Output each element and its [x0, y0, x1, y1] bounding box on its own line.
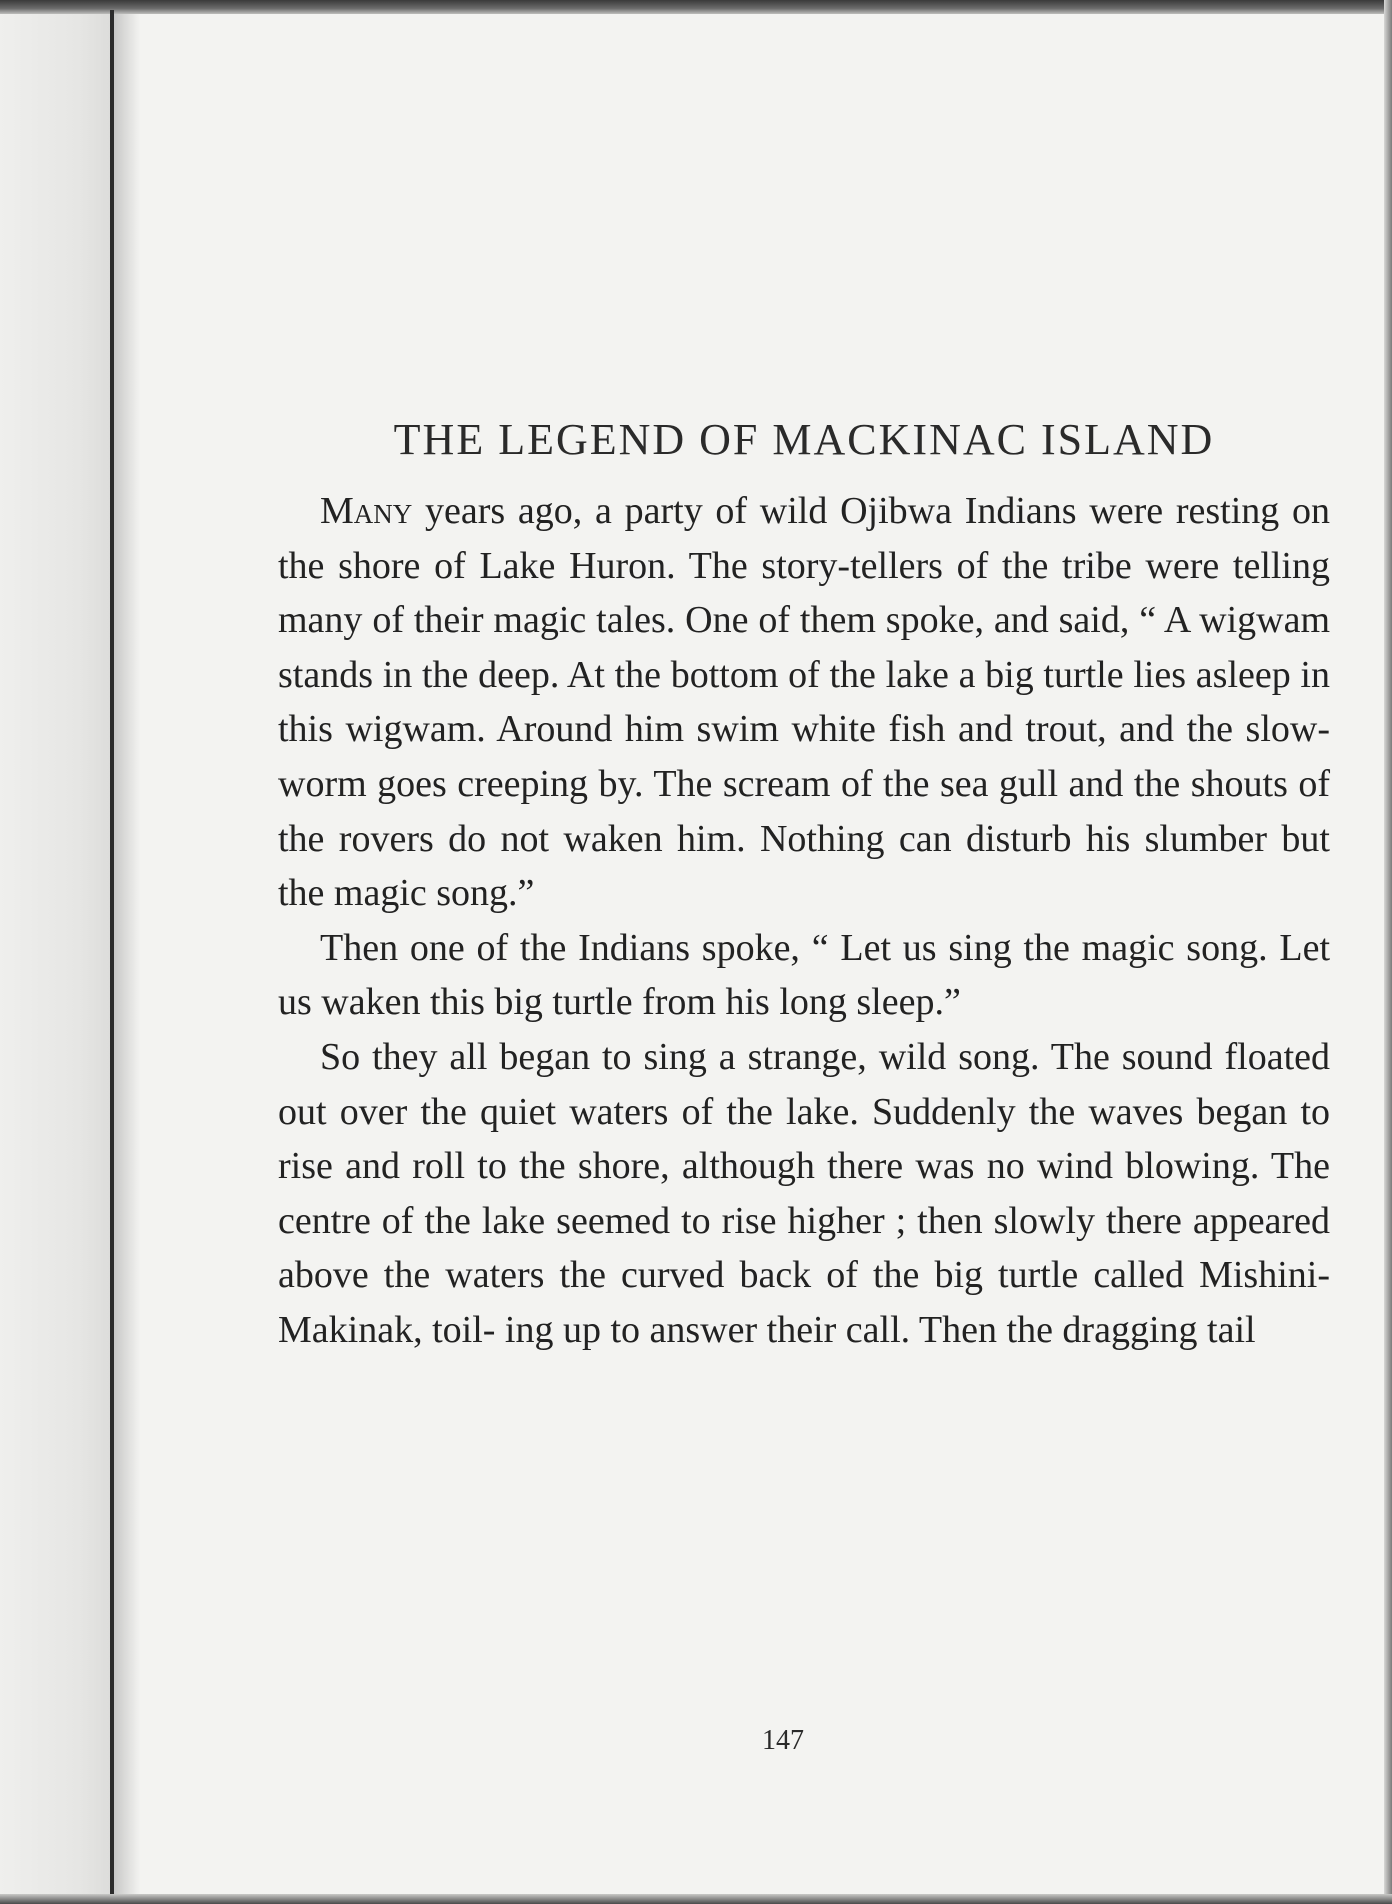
- facing-page-edge: [0, 14, 112, 1894]
- paragraph-lead-word: Many: [320, 490, 413, 532]
- paragraph-3: So they all began to sing a strange, wild song. The sound floated out over the quiet waters of the lake. Suddenly the waves began to rise and roll to the shore, although there was no wind blowing. The centre of the lake seemed to rise higher ; then slowly there appeared above the waters the curved back of the big turtle called Mishini-Makinak, toil- ing up to answer their call. Then the dragging tail: [278, 1035, 1330, 1351]
- page-bottom-edge: [0, 1894, 1392, 1904]
- paragraph-1-text: years ago, a party of wild Ojibwa Indians were resting on the shore of Lake Huron. The story-tellers of the tribe were telling many of their magic tales. One of them spoke, and said, “ A wigwam stands in the deep. At the bottom of the lake a big turtle lies asleep in this wigwam. Around him swim white fish and trout, and the slow-worm goes creeping by. The scream of the sea gull and the shouts of the rovers do not waken him. Nothing can disturb his slumber but the magic song.”: [278, 490, 1330, 915]
- book-page: [114, 14, 1384, 1894]
- paragraph-1: [278, 484, 1330, 921]
- page-top-edge: [0, 0, 1392, 14]
- page-number: 147: [762, 1725, 804, 1756]
- chapter-text: [278, 412, 1330, 1358]
- page-right-edge: [1384, 0, 1392, 1904]
- chapter-title: THE LEGEND OF MACKINAC ISLAND: [393, 415, 1215, 464]
- paragraph-2: Then one of the Indians spoke, “ Let us sing the magic song. Let us waken this big turtle from his long sleep.”: [278, 926, 1330, 1024]
- chapter-body: [278, 484, 1330, 1358]
